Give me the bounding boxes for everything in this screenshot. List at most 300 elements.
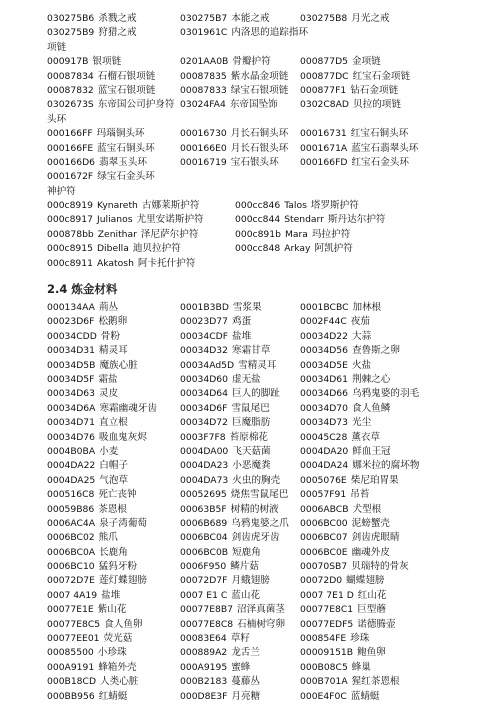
item-name: 荧光菇 xyxy=(103,633,133,645)
item-cell xyxy=(47,127,145,141)
item-code: 00034D71 xyxy=(47,417,95,429)
item-code: 0007 E1 C xyxy=(180,589,228,601)
item-name: 蝴蝶翅膀 xyxy=(346,575,385,587)
item-code: 00052695 xyxy=(180,489,227,501)
table-row xyxy=(47,574,467,588)
item-code: 000cc846 xyxy=(235,200,281,212)
item-cell xyxy=(47,84,155,98)
item-cell xyxy=(180,12,270,26)
item-cell xyxy=(300,359,371,373)
item-code: 000166FE xyxy=(47,142,94,154)
item-name: 蓝宝石翡翠头环 xyxy=(351,142,419,154)
item-name: 蜂箱外壳 xyxy=(98,661,137,673)
item-code: 000878bb xyxy=(47,228,94,240)
item-cell xyxy=(180,301,262,315)
item-code: 0001672F xyxy=(47,171,94,183)
item-cell xyxy=(47,402,157,416)
item-code: 0003F7F8 xyxy=(180,431,226,443)
item-cell xyxy=(47,690,127,704)
item-code: 00023D77 xyxy=(180,316,228,328)
item-name: 鳞片菇 xyxy=(230,561,259,573)
item-code: 00087833 xyxy=(180,84,227,96)
table-row xyxy=(47,70,467,84)
item-name: 猛犸牙粉 xyxy=(98,561,138,573)
item-cell xyxy=(47,675,138,689)
table-row xyxy=(47,242,467,256)
item-code: 000c8911 xyxy=(47,257,93,269)
table-row xyxy=(47,315,467,329)
item-cell xyxy=(180,574,270,588)
item-code: 000166D6 xyxy=(47,156,95,168)
table-row xyxy=(47,344,467,358)
item-name: 尤里安诺斯护符 xyxy=(136,214,204,226)
item-name: 薰衣草 xyxy=(351,431,381,443)
item-cell xyxy=(180,618,285,632)
item-cell xyxy=(180,632,250,646)
item-cell xyxy=(300,431,380,445)
table-row xyxy=(47,503,467,517)
document-page xyxy=(47,12,467,704)
item-name: 夜茄 xyxy=(350,316,370,328)
amulet-cell xyxy=(47,228,198,242)
item-code: 0006F950 xyxy=(180,561,227,573)
item-code: 0007 7E1 D xyxy=(300,589,354,601)
item-cell xyxy=(180,127,288,141)
item-code: 000889A2 xyxy=(180,647,228,659)
item-en-name: Talos xyxy=(284,200,307,212)
item-cell xyxy=(300,488,369,502)
item-code: 00077E8C8 xyxy=(180,618,234,630)
item-name: 贝瑞特的骨灰 xyxy=(351,561,409,573)
item-code: 000A9195 xyxy=(180,661,228,673)
table-row xyxy=(47,228,467,242)
item-cell xyxy=(300,517,390,531)
item-name: 杀戮之戒 xyxy=(98,13,137,24)
item-name: 沼泽真菌茎 xyxy=(237,604,285,616)
item-code: 00045C28 xyxy=(300,431,348,443)
item-cell xyxy=(180,459,271,473)
item-code: 00034Ad5D xyxy=(180,359,235,371)
item-code: 0006ABCB xyxy=(300,503,349,515)
item-name: 红蜻蜓 xyxy=(98,690,128,702)
item-code: 000A9191 xyxy=(47,661,95,673)
item-cell xyxy=(47,618,143,632)
item-cell xyxy=(180,55,271,69)
item-cell xyxy=(47,330,120,344)
item-en-name: Akatosh xyxy=(96,257,134,269)
item-name: 玛拉护符 xyxy=(311,228,351,240)
item-name: 鲜血王冠 xyxy=(352,445,391,457)
item-code: 0001B3BD xyxy=(180,302,229,314)
item-name: 红宝石金项链 xyxy=(352,70,411,82)
item-name: 猩红茶恩根 xyxy=(351,676,400,688)
item-name: 月长石银头环 xyxy=(230,142,289,154)
item-name: 虚无盐 xyxy=(232,373,261,385)
item-name: 灵皮 xyxy=(99,388,119,400)
item-name: 东帝国公司护身符 xyxy=(97,99,175,111)
item-name: 骨瓣护符 xyxy=(232,56,271,68)
item-code: 0006B689 xyxy=(180,517,228,529)
item-name: 蓝蜻蜓 xyxy=(350,690,380,702)
item-name: 剑齿虎眼睛 xyxy=(351,532,400,544)
table-row xyxy=(47,142,467,156)
item-name: 蓝宝石银项链 xyxy=(97,84,156,96)
amulet-cell xyxy=(235,228,350,242)
item-code: 000cc844 xyxy=(235,214,281,226)
item-name: 紫山花 xyxy=(97,604,127,616)
item-cell xyxy=(300,531,400,545)
item-cell xyxy=(47,574,147,588)
item-name: 宝石银头环 xyxy=(230,156,279,168)
table-row xyxy=(47,474,467,488)
item-code: 000134AA xyxy=(47,302,95,314)
table-row xyxy=(47,603,467,617)
item-cell xyxy=(47,26,137,40)
item-name: 直立根 xyxy=(99,417,128,429)
item-name: 人类心脏 xyxy=(100,676,139,688)
item-name: 短鹿角 xyxy=(232,546,261,558)
item-cell xyxy=(180,646,260,660)
item-name: 珍珠 xyxy=(350,633,370,645)
item-en-name: Julianos xyxy=(96,214,133,226)
item-en-name: Stendarr xyxy=(284,214,324,226)
table-row xyxy=(47,632,467,646)
item-code: 0004DA25 xyxy=(47,474,96,486)
item-code: 0004DA00 xyxy=(180,445,229,457)
item-code: 00077E8C5 xyxy=(47,618,101,630)
item-cell xyxy=(300,474,399,488)
table-row xyxy=(47,170,467,184)
item-code: 00034D5B xyxy=(47,359,96,371)
table-row xyxy=(47,531,467,545)
table-row xyxy=(47,127,467,141)
item-cell xyxy=(300,560,409,574)
item-code: 0006BC00 xyxy=(300,517,348,529)
item-code: 0004DA20 xyxy=(300,445,349,457)
item-cell xyxy=(180,531,280,545)
table-row xyxy=(47,589,467,603)
item-code: 000877F1 xyxy=(300,84,347,96)
item-name: 月光之戒 xyxy=(351,13,390,24)
item-cell xyxy=(300,503,381,517)
item-en-name: Kynareth xyxy=(96,200,138,212)
item-cell xyxy=(47,603,126,617)
item-name: 光尘 xyxy=(352,417,372,429)
table-row xyxy=(47,199,467,213)
item-name: 雪鼠尾巴 xyxy=(231,402,270,414)
item-name: 烧焦雪鼠尾巴 xyxy=(230,489,289,501)
table-row xyxy=(47,445,467,459)
item-cell xyxy=(180,98,278,112)
item-code: 00087835 xyxy=(180,70,227,82)
item-cell xyxy=(180,156,279,170)
item-code: 000B701A xyxy=(300,676,348,688)
item-cell xyxy=(47,359,138,373)
item-code: 0006BC0E xyxy=(300,546,348,558)
item-cell xyxy=(300,646,386,660)
item-code: 00034D22 xyxy=(300,330,348,342)
item-code: 00077E8C1 xyxy=(300,604,354,616)
table-row xyxy=(47,84,467,98)
item-cell xyxy=(300,589,387,603)
item-cell xyxy=(47,661,137,675)
table-row xyxy=(47,459,467,473)
item-code: 00034D70 xyxy=(300,402,348,414)
item-code: 030275B9 xyxy=(47,27,95,39)
item-name: 斯丹达尔护符 xyxy=(327,214,386,226)
item-name: 小麦 xyxy=(99,445,119,457)
table-row xyxy=(47,402,467,416)
item-code: 0004DA23 xyxy=(180,460,229,472)
item-cell xyxy=(300,98,401,112)
alchemy-list xyxy=(47,301,467,704)
item-cell xyxy=(180,560,259,574)
amulet-cell xyxy=(47,257,195,271)
item-code: 000E4F0C xyxy=(300,690,347,702)
item-code: 00023D6F xyxy=(47,316,95,328)
item-cell xyxy=(300,142,418,156)
item-name: 魔族心脏 xyxy=(99,359,138,371)
item-cell xyxy=(47,488,137,502)
item-code: 00034D6A xyxy=(47,402,96,414)
item-code: 000B18CD xyxy=(47,676,97,688)
item-code: 0004DA73 xyxy=(180,474,229,486)
item-code: 000D8E3F xyxy=(180,690,228,702)
item-name: 熊爪 xyxy=(98,532,118,544)
category-label: 头环 xyxy=(47,113,67,125)
item-name: 蓝山花 xyxy=(231,589,261,601)
item-code: 0302673S xyxy=(47,99,94,111)
item-code: 00077E8B7 xyxy=(180,604,234,616)
item-name: 巨型蘑 xyxy=(357,604,386,616)
item-code: 00016730 xyxy=(180,128,227,140)
item-name: 茶恩根 xyxy=(98,503,128,515)
item-name: 骨粉 xyxy=(100,330,120,342)
item-name: 树精的树液 xyxy=(230,503,279,515)
item-name: 剑齿虎牙齿 xyxy=(231,532,280,544)
item-en-name: Dibella xyxy=(96,243,129,255)
item-name: 钻石金项链 xyxy=(350,84,399,96)
item-cell xyxy=(300,574,385,588)
item-code: 0006BC07 xyxy=(300,532,348,544)
item-name: 乌鸦鬼婆之爪 xyxy=(231,517,289,529)
item-code: 000917B xyxy=(47,56,89,68)
item-code: 0004DA22 xyxy=(47,460,96,472)
item-cell xyxy=(180,589,260,603)
item-cell xyxy=(180,84,288,98)
item-code: 000BB956 xyxy=(47,690,95,702)
item-cell xyxy=(180,373,261,387)
item-en-name: Arkay xyxy=(284,243,311,255)
table-row xyxy=(47,26,467,40)
item-name: 小恶魔粪 xyxy=(232,460,271,472)
item-code: 00083E64 xyxy=(180,633,227,645)
item-code: 0001671A xyxy=(300,142,348,154)
item-cell xyxy=(300,603,386,617)
item-name: 加林根 xyxy=(352,302,382,314)
item-name: 寒霜甘草 xyxy=(232,345,271,357)
item-code: 0006BC0A xyxy=(47,546,96,558)
item-code: 000166FF xyxy=(47,128,93,140)
item-cell xyxy=(300,344,400,358)
item-name: 迪贝拉护符 xyxy=(132,243,181,255)
table-row xyxy=(47,675,467,689)
item-code: 0006AC4A xyxy=(47,517,96,529)
item-code: 0301961C xyxy=(180,27,228,39)
item-code: 0302C8AD xyxy=(300,99,350,111)
item-name: 气泡草 xyxy=(99,474,129,486)
item-name: 贝拉的项链 xyxy=(353,99,401,111)
item-code: 00059B86 xyxy=(47,503,95,515)
item-cell xyxy=(300,127,408,141)
item-name: 绿宝石银项链 xyxy=(230,84,289,96)
table-row xyxy=(47,488,467,502)
item-name: 红宝石铜头环 xyxy=(350,128,409,140)
item-cell xyxy=(47,55,121,69)
item-cell xyxy=(180,474,280,488)
item-en-name: Zenithar xyxy=(97,228,137,240)
item-cell xyxy=(300,459,419,473)
item-name: 红宝石金头环 xyxy=(351,156,409,168)
item-name: 吊苔 xyxy=(350,489,370,501)
item-name: 东帝国坠饰 xyxy=(229,99,278,111)
item-cell xyxy=(180,675,260,689)
item-cell xyxy=(180,546,261,560)
amulet-cell xyxy=(47,213,204,227)
item-name: 内洛思的追踪指环 xyxy=(231,27,309,39)
item-name: 小珍珠 xyxy=(97,647,127,659)
item-name: 松鹅卵 xyxy=(98,316,128,328)
table-row xyxy=(47,359,467,373)
item-name: 阿卡托什护符 xyxy=(137,257,196,269)
item-cell xyxy=(300,690,380,704)
item-code: 00034D73 xyxy=(300,417,348,429)
table-row xyxy=(47,98,467,112)
item-cell xyxy=(180,416,270,430)
item-cell xyxy=(300,70,410,84)
item-cell xyxy=(47,373,118,387)
item-name: 白帽子 xyxy=(99,460,129,472)
item-cell xyxy=(47,70,155,84)
item-name: 雪浆果 xyxy=(232,302,262,314)
item-name: 鲍鱼卵 xyxy=(357,647,386,659)
item-cell xyxy=(300,301,381,315)
item-code: 000c8917 xyxy=(47,214,93,226)
item-code: 00034D31 xyxy=(47,345,95,357)
item-code: 00034D5F xyxy=(47,373,95,385)
item-code: 00034CDD xyxy=(47,330,97,342)
section-title: 2.4 炼金材料 xyxy=(47,282,118,297)
item-code: 00087834 xyxy=(47,70,94,82)
item-name: 巨人的脚趾 xyxy=(232,388,280,400)
item-code: 030275B6 xyxy=(47,13,95,24)
category-label: 项链 xyxy=(47,41,67,53)
item-code: 03024FA4 xyxy=(180,99,226,111)
item-code: 000516C8 xyxy=(47,489,95,501)
item-cell xyxy=(47,459,128,473)
item-code: 00034D64 xyxy=(180,388,228,400)
item-cell xyxy=(300,12,390,26)
item-cell xyxy=(47,387,118,401)
item-cell xyxy=(300,156,409,170)
item-name: 查鲁斯之卵 xyxy=(352,345,400,357)
item-name: 食人鱼鳞 xyxy=(352,402,391,414)
item-code: 000166FD xyxy=(300,156,348,168)
item-code: 00016719 xyxy=(180,156,227,168)
item-cell xyxy=(300,661,371,675)
item-code: 00034D60 xyxy=(180,373,228,385)
item-name: 紫水晶金项链 xyxy=(230,70,289,82)
item-cell xyxy=(300,618,396,632)
table-row xyxy=(47,431,467,445)
item-code: 00070SB7 xyxy=(300,561,348,573)
item-cell xyxy=(47,503,127,517)
item-code: 00016731 xyxy=(300,128,347,140)
item-name: 蜜蜂 xyxy=(231,661,251,673)
item-name: 荆棘之心 xyxy=(352,373,391,385)
item-cell xyxy=(300,416,371,430)
item-name: 盐堆 xyxy=(232,330,252,342)
item-name: 柴尼珀胃果 xyxy=(350,474,399,486)
item-code: 00085500 xyxy=(47,647,94,659)
item-name: 鸡蛋 xyxy=(232,316,252,328)
item-cell xyxy=(47,315,127,329)
item-code: 000B08C5 xyxy=(300,661,348,673)
item-name: 雪精灵耳 xyxy=(238,359,277,371)
item-code: 00072D7F xyxy=(180,575,228,587)
item-name: 狩猎之戒 xyxy=(98,27,137,39)
amulet-cell xyxy=(47,199,199,213)
item-cell xyxy=(180,690,260,704)
item-cell xyxy=(300,373,390,387)
item-cell xyxy=(180,387,280,401)
table-row xyxy=(47,560,467,574)
item-cell xyxy=(180,26,308,40)
item-name: 食人鱼卵 xyxy=(104,618,143,630)
item-name: 玛瑙铜头环 xyxy=(96,128,145,140)
item-code: 00034D56 xyxy=(300,345,348,357)
item-cell xyxy=(300,402,390,416)
table-row xyxy=(47,257,467,271)
item-code: 0006BC04 xyxy=(180,532,228,544)
item-code: 0005076E xyxy=(300,474,347,486)
item-code: 000cc848 xyxy=(235,243,281,255)
item-cell xyxy=(180,517,289,531)
item-cell xyxy=(180,445,271,459)
item-code: 000c8919 xyxy=(47,200,93,212)
item-name: 翡翠玉头环 xyxy=(99,156,147,168)
item-code: 00009151B xyxy=(300,647,354,659)
item-code: 0006BC02 xyxy=(47,532,95,544)
item-code: 00034D32 xyxy=(180,345,228,357)
item-name: 霜盐 xyxy=(98,373,118,385)
item-name: 金项链 xyxy=(352,56,381,68)
item-code: 0001BCBC xyxy=(300,302,349,314)
item-cell xyxy=(47,517,147,531)
item-name: 草籽 xyxy=(230,633,250,645)
item-cell xyxy=(300,55,381,69)
item-name: 塔罗斯护符 xyxy=(310,200,359,212)
item-code: 0201AA0B xyxy=(180,56,229,68)
item-cell xyxy=(47,589,120,603)
table-row xyxy=(47,546,467,560)
jewelry-section xyxy=(47,12,467,271)
item-cell xyxy=(47,474,128,488)
item-name: 本能之戒 xyxy=(231,13,270,24)
item-code: 000877D5 xyxy=(300,56,348,68)
item-cell xyxy=(300,546,390,560)
item-cell xyxy=(47,560,137,574)
